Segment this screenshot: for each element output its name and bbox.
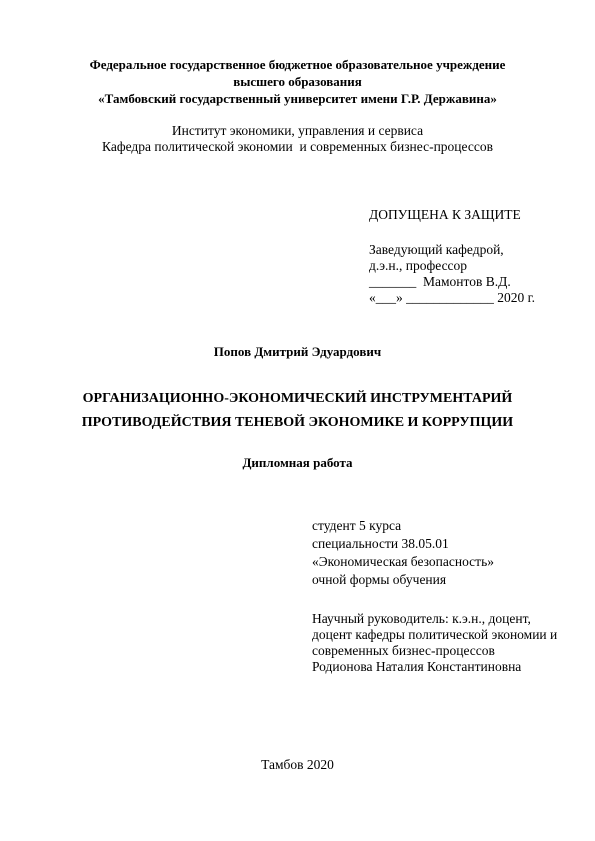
header-line-2: высшего образования [233,74,362,89]
footer-city-year: Тамбов 2020 [261,757,334,772]
header-line-3: «Тамбовский государственный университет имени Г.Р. Державина» [98,91,497,106]
supervisor-line-2: доцент кафедры политической экономии и [312,627,558,642]
approval-degree: д.э.н., профессор [369,258,468,273]
header-line-1: Федеральное государственное бюджетное образовательное учреждение [89,57,506,72]
approval-title: ДОПУЩЕНА К ЗАЩИТЕ [369,207,521,222]
thesis-title-line-2: ПРОТИВОДЕЙСТВИЯ ТЕНЕВОЙ ЭКОНОМИКЕ И КОРРУПЦИИ [81,415,514,430]
approval-role: Заведующий кафедрой, [369,242,504,257]
institute-name: Институт экономики, управления и сервиса [171,123,424,138]
student-study-form: очной формы обучения [312,572,447,587]
student-specialty-name: «Экономическая безопасность» [312,554,494,569]
thesis-title-line-1: ОРГАНИЗАЦИОННО-ЭКОНОМИЧЕСКИЙ ИНСТРУМЕНТАРИЙ [82,391,513,406]
department-name: Кафедра политической экономии и современных бизнес-процессов [102,139,493,154]
student-specialty-code: специальности 38.05.01 [312,536,449,551]
student-course: студент 5 курса [312,518,402,533]
approval-signature-line: _______ Мамонтов В.Д. [369,274,511,289]
author-name: Попов Дмитрий Эдуардович [213,344,382,359]
approval-date-line: «___» _____________ 2020 г. [369,290,536,305]
supervisor-line-3: современных бизнес-процессов [312,643,495,658]
work-type: Дипломная работа [242,455,353,470]
supervisor-line-1: Научный руководитель: к.э.н., доцент, [312,611,531,626]
supervisor-line-4: Родионова Наталия Константиновна [312,659,522,674]
